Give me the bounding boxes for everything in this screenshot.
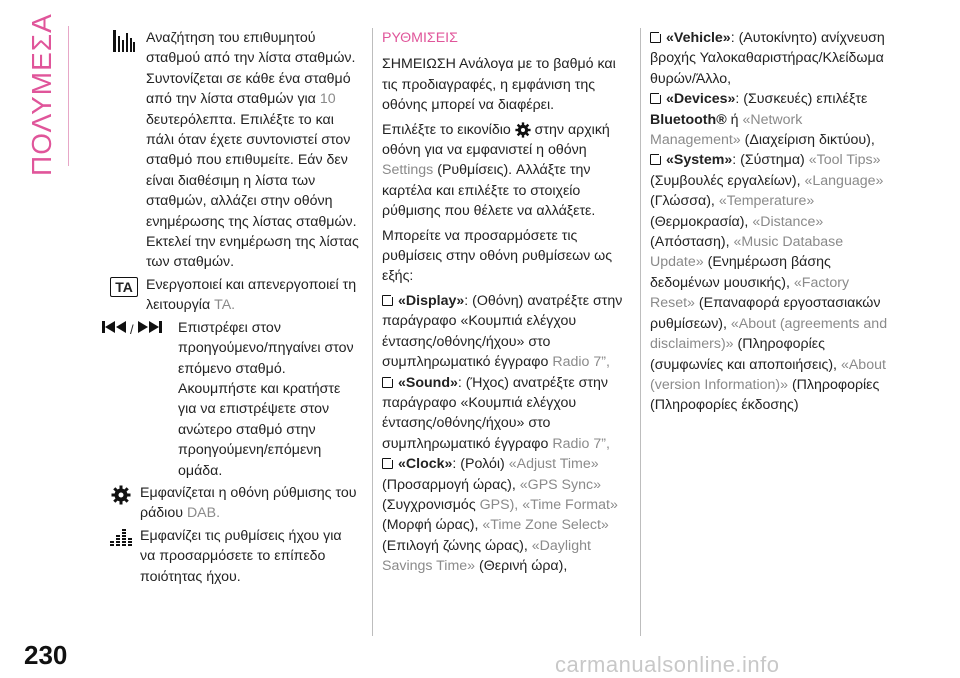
gear-icon [102,483,140,505]
setting-clock: «Clock»: (Ρολόι) «Adjust Time» (Προσαρμογή ώρας), «GPS Sync» (Συγχρονισμός GPS), «Time Format» (Μορφή ώρας), «Time Zone Select» (Επιλογή ζώνης ώρας), «Daylight Savings Time» (Θερινή ώρα), [382,456,618,575]
column-3 [650,28,895,420]
accent-line [68,26,69,166]
column-1 [102,28,360,589]
prev-next-icons: / [102,318,178,340]
checkbox-icon [382,377,393,388]
checkbox-icon [650,32,661,43]
ta-description: Ενεργοποιεί και απενεργοποιεί τη λειτουργία TA. [146,276,357,314]
list-item-prev-next [102,318,360,481]
setting-sound: «Sound»: (Ήχος) ανατρέξτε στην παράγραφο «Κουμπιά ελέγχου έντασης/οθόνης/ήχου» στο συμπληρωματικό έγγραφο Radio 7”, [382,374,610,452]
list-item-ta [102,275,360,316]
ta-icon: TA [110,277,138,297]
setting-system: «System»: (Σύστημα) «Tool Tips» (Συμβουλές εργαλείων), «Language» (Γλώσσα), «Temperature» (Θερμοκρασία), «Distance» (Απόσταση), «Music Database Update» (Ενημέρωση βάσης δεδομένων μουσικής), «Factory Reset» (Επαναφορά εργοστασιακών ρυθμίσεων), «About (agreements and disclaimers)» (Πληροφορίες (συμφωνίες και αποποιήσεις), «About (version Information)» (Πληροφορίες (Πληροφορίες έκδοσης) [650,152,888,414]
list-item-station-list [102,28,360,273]
sound-settings-description: Εμφανίζει τις ρυθμίσεις ήχου για να προσαρμόσετε το επίπεδο ποιότητας ήχου. [140,527,342,585]
settings-intro-paragraph: Επιλέξτε το εικονίδιο στην αρχική οθόνη για να εμφανιστεί η οθόνη Settings (Ρυθμίσεις). Αλλάξτε την καρτέλα και επιλέξτε το στοιχείο ρύθμισης που θέλετε να αλλάξετε. [382,121,610,220]
column-2 [382,28,630,581]
dab-settings-description: Εμφανίζεται η οθόνη ρύθμισης του ράδιου DAB. [140,484,357,522]
settings-list-intro: Μπορείτε να προσαρμόσετε τις ρυθμίσεις στην οθόνη ρυθμίσεων ως εξής: [382,227,613,285]
checkbox-icon [650,154,661,165]
list-item-dab-settings [102,483,360,524]
prev-next-description: Επιστρέφει στον προηγούμενο/πηγαίνει στον επόμενο σταθμό. Ακουμπήστε και κρατήστε για να επιστρέψετε στον ανώτερο σταθμό στην προηγούμενη/επόμενη ομάδα. [178,319,354,479]
equalizer-icon [102,526,140,548]
gear-icon-inline [515,122,531,138]
setting-display: «Display»: (Οθόνη) ανατρέξτε στην παράγραφο «Κουμπιά ελέγχου έντασης/οθόνης/ήχου» στο συμπληρωματικό έγγραφο Radio 7”, [382,292,623,371]
settings-heading: ΡΥΘΜΙΣΕΙΣ [382,30,458,46]
watermark: carmanualsonline.info [555,652,780,677]
note-paragraph: ΣΗΜΕΙΩΣΗ Ανάλογα με το βαθμό και τις προδιαγραφές, η εμφάνιση της οθόνης μπορεί να διαφέρει. [382,56,616,114]
section-title: ΠΟΛΥΜΕΣΑ [26,13,57,176]
setting-vehicle: «Vehicle»: (Αυτοκίνητο) ανίχνευση βροχής Υαλοκαθαριστήρας/Κλείδωμα θυρών/Άλλο, [650,30,885,87]
page-number: 230 [24,640,68,670]
station-list-description: Αναζήτηση του επιθυμητού σταθμού από την λίστα σταθμών. Συντονίζεται σε κάθε ένα σταθμό από την λίστα σταθμών για 10 δευτερόλεπτα. Επιλέξτε το και πάλι όταν έχετε συντονιστεί στον σταθμό που επιθυμείτε. Εάν δεν είναι διαθέσιμη η λίστα των σταθμών, αλλάζει στην οθόνη ενημέρωσης της λίστας σταθμών. Εκτελεί την ενημέρωση της λίστας των σταθμών. [146,30,359,271]
checkbox-icon [382,295,393,306]
column-divider-2 [640,28,641,636]
column-divider-1 [372,28,373,636]
checkbox-icon [650,93,661,104]
list-item-sound-settings [102,526,360,587]
checkbox-icon [382,458,393,469]
station-list-icon [102,28,146,52]
setting-devices: «Devices»: (Συσκευές) επιλέξτε Bluetooth® ή «Network Management» (Διαχείριση δικτύου), [650,91,875,149]
next-station-icon [136,320,162,334]
previous-station-icon [102,320,128,334]
